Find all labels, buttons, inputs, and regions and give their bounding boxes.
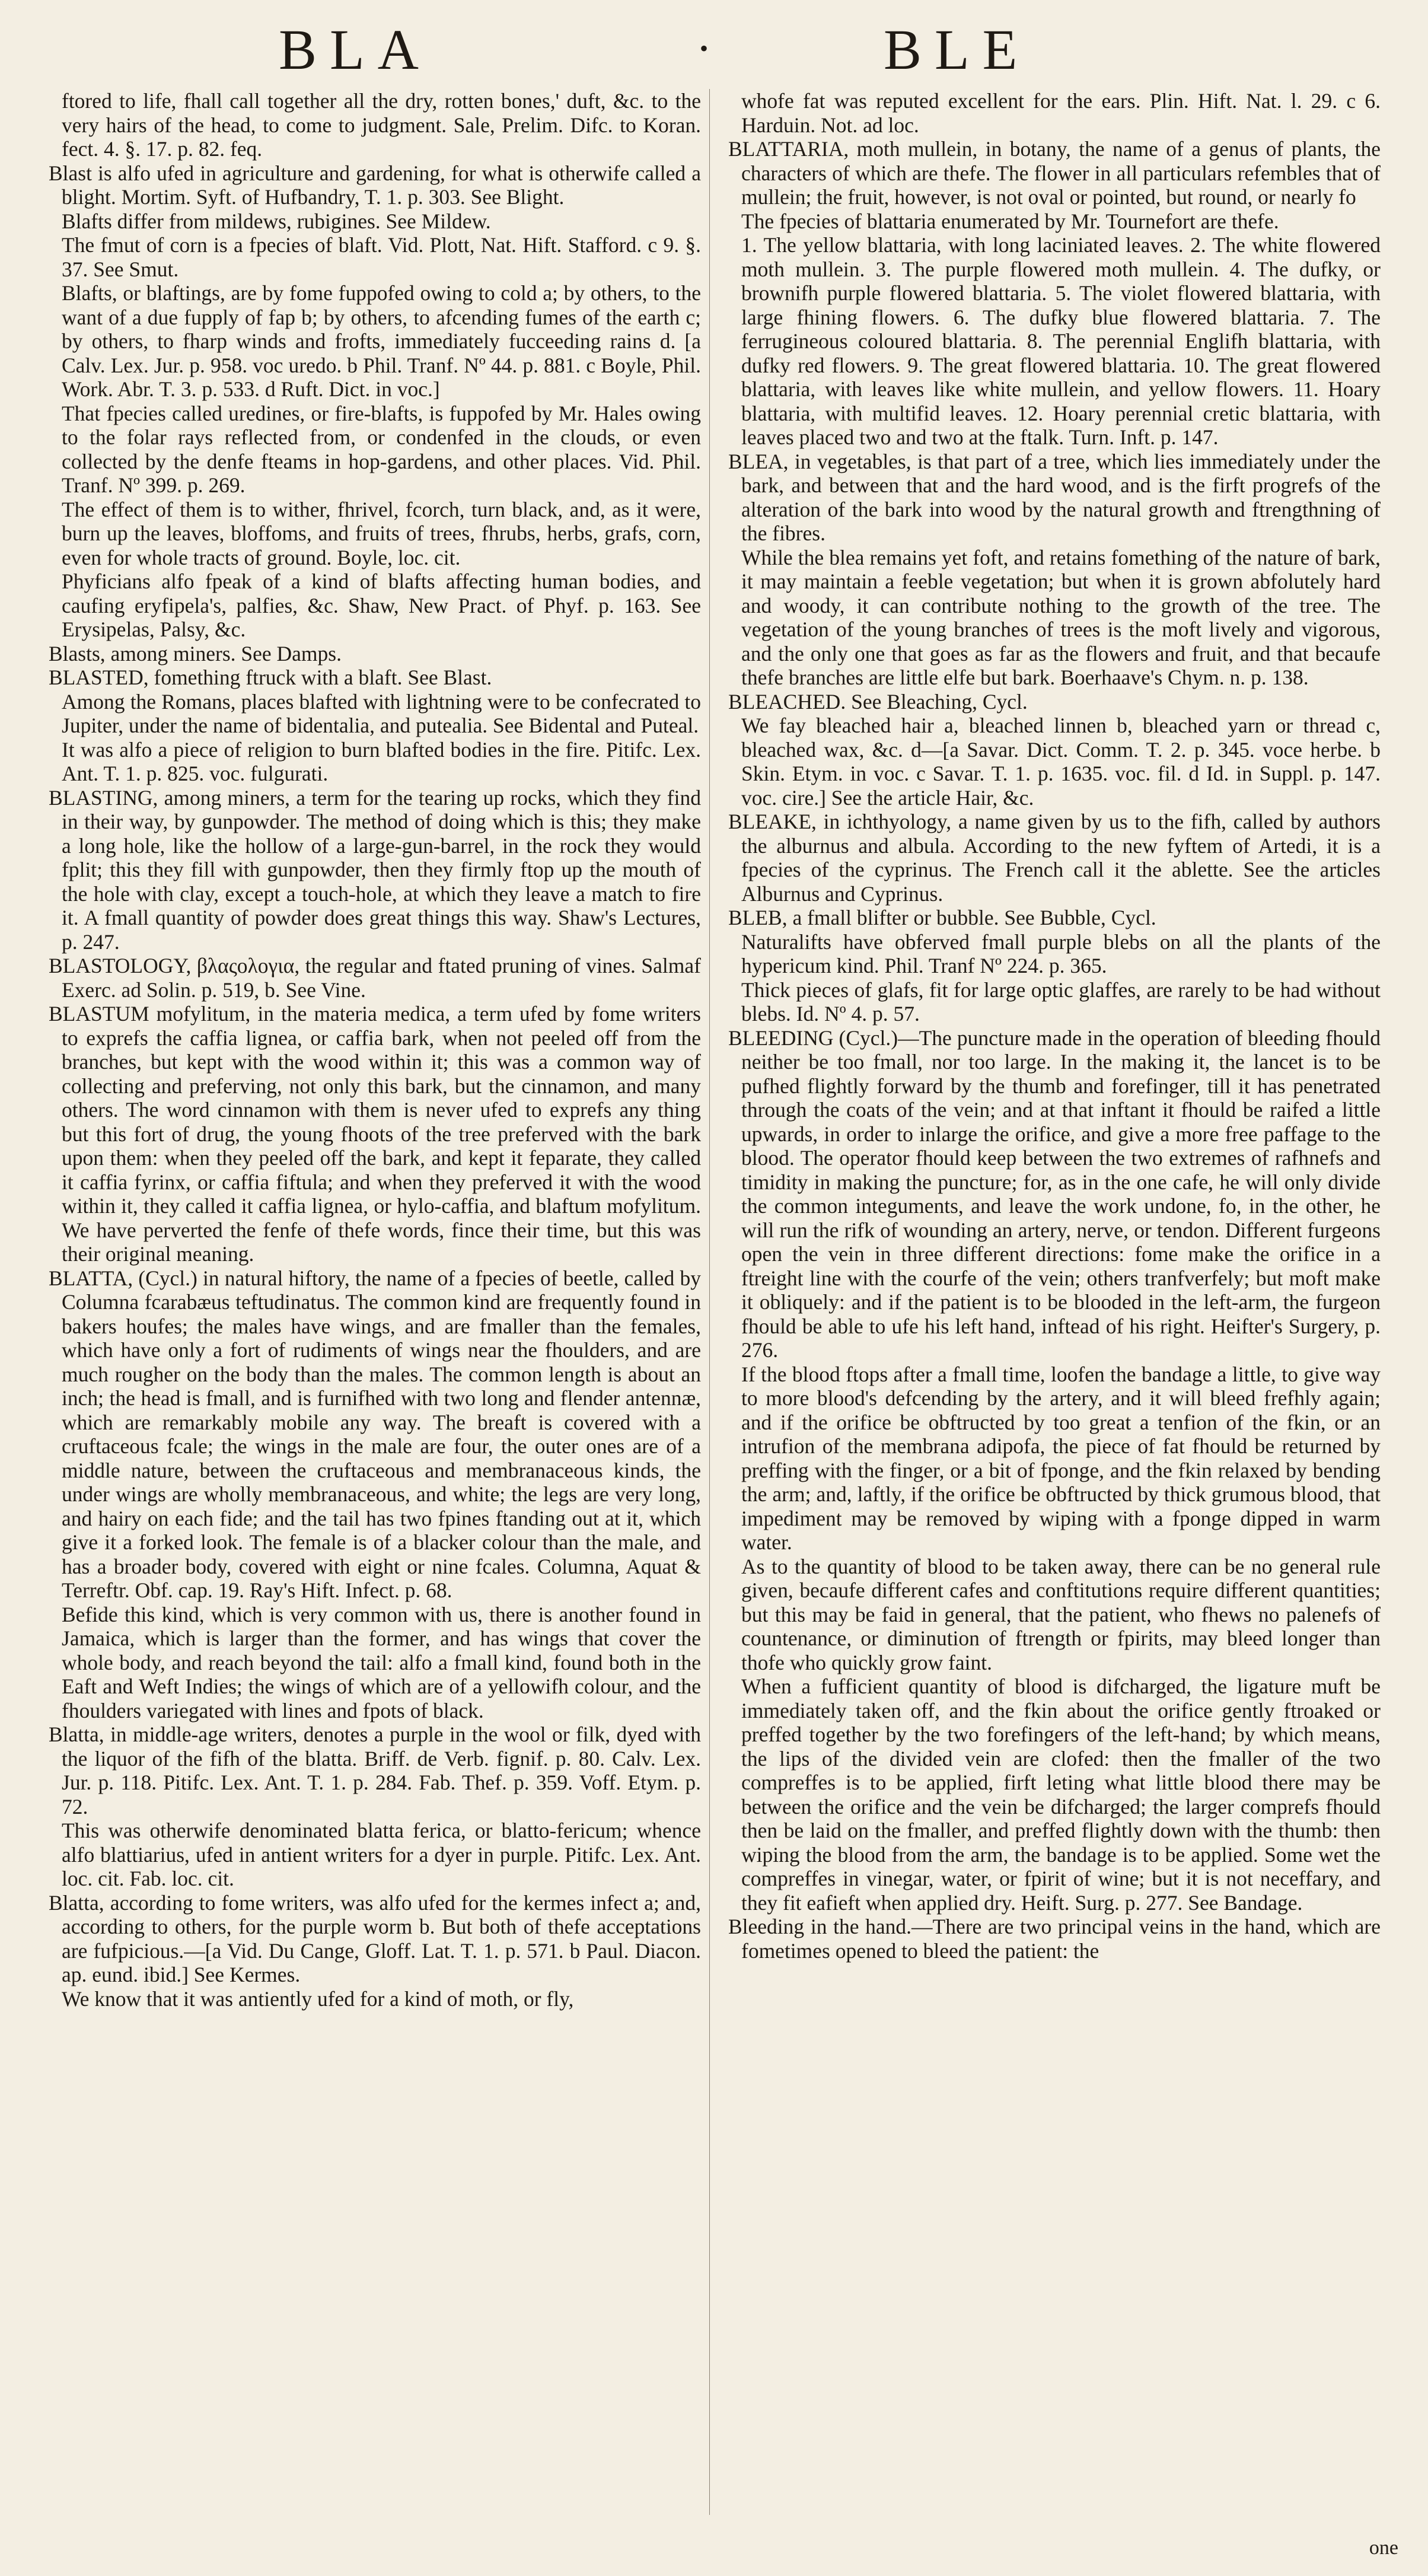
dictionary-entry: BLASTING, among miners, a term for the tearing up rocks, which they find in their way, by gunpowder. The method of doing which is this; they make a long hole, like the hollow of a large-gun-barrel, in the rock they would fplit; this they fill with gunpowder, then they firmly ftop up the mouth of the hole with clay, except a touch-hole, at which they leave a match to fire it. A fmall quantity of powder does great things this way. Shaw's Lectures, p. 247. — [49, 785, 701, 954]
dictionary-entry: BLEB, a fmall blifter or bubble. See Bubble, Cycl. — [728, 906, 1156, 929]
entry-paragraph: The effect of them is to wither, fhrivel, fcorch, turn black, and, as it were, burn up the leaves, bloffoms, and fruits of trees, fhrubs, herbs, grafs, corn, even for whole tracts of ground. Boyle, loc. cit. — [62, 497, 701, 569]
entry-paragraph: Phyficians alfo fpeak of a kind of blafts affecting human bodies, and caufing eryfipela's, palfies, &c. Shaw, New Pract. of Phyf. p. 163. See Erysipelas, Palsy, &c. — [62, 569, 701, 641]
entry-paragraph: The fmut of corn is a fpecies of blaft. Vid. Plott, Nat. Hift. Stafford. c 9. §. 37. See Smut. — [62, 233, 701, 281]
entry-paragraph: When a fufficient quantity of blood is difcharged, the ligature muft be immediately taken off, and the fkin about the orifice gently ftroaked or preffed together by the two forefingers of the left-hand; by which means, the lips of the divided vein are clofed: then the fmaller of the two compreffes is to be applied, firft leting what little blood there may be between the orifice and the vein be difcharged; the larger comprefs fhould then be laid on the fmaller, and preffed flightly down with the thumb: then wiping the blood from the arm, the bandage is to be applied. Some wet the compreffes in vinegar, water, or fpirit of wine; but it is not neceffary, and they fit eafieft when applied dry. Heift. Surg. p. 277. See Bandage. — [741, 1674, 1381, 1915]
entry-paragraph: Blafts differ from mildews, rubigines. See Mildew. — [62, 209, 491, 233]
dictionary-entry: Bleeding in the hand.—There are two principal veins in the hand, which are fometimes opened to bleed the patient: the — [728, 1915, 1381, 1963]
entry-paragraph: This was otherwife denominated blatta ferica, or blatto-fericum; whence alfo blattiarius, ufed in antient writers for a dyer in purple. Pitifc. Lex. Ant. loc. cit. Fab. loc. cit. — [62, 1819, 701, 1890]
dictionary-entry: Blatta, in middle-age writers, denotes a purple in the wool or filk, dyed with the liquor of the fifh of the blatta. Briff. de Verb. fignif. p. 80. Calv. Lex. Jur. p. 118. Pitifc. Lex. Ant. T. 1. p. 284. Fab. Thef. p. 359. Voff. Etym. p. 72. — [49, 1722, 701, 1819]
entry-paragraph: Among the Romans, places blafted with lightning were to be confecrated to Jupiter, under the name of bidentalia, and putealia. See Bidental and Puteal. — [62, 689, 701, 737]
catchword: one — [1369, 2537, 1398, 2559]
dictionary-entry: Blasts, among miners. See Damps. — [49, 641, 342, 666]
column-divider — [709, 89, 710, 2515]
entry-paragraph: We know that it was antiently ufed for a kind of moth, or fly, — [62, 1986, 574, 2011]
header-right: BLE — [884, 18, 1031, 81]
entry-paragraph: 1. The yellow blattaria, with long laciniated leaves. 2. The white flowered moth mullein. 3. The purple flowered moth mullein. 4. The dufky, or brownifh purple flowered blattaria. 5. The violet flowered blattaria, with large fhining flowers. 6. The dufky blue flowered blattaria. 7. The ferrugineous coloured blattaria. 8. The perennial Englifh blattaria, with dufky red flowers. 9. The great flowered blattaria. 10. The great flowered blattaria, with leaves like white mullein, and yellow flowers. 11. Hoary blattaria, with multifid leaves. 12. Hoary perennial cretic blattaria, with leaves placed two and two at the ftalk. Turn. Inft. p. 147. — [741, 233, 1381, 449]
header-ornament: • — [700, 35, 709, 62]
dictionary-entry: BLASTUM mofylitum, in the materia medica, a term ufed by fome writers to exprefs the caffia lignea, or caffia bark, when not peeled off from the branches, but kept with the wood within it; this was a common way of collecting and preferving, not only this bark, but the cinnamon, and many others. The word cinnamon with them is never ufed to exprefs any thing but this fort of drug, the young fhoots of the tree preferved with the bark upon them: when they peeled off the bark, and kept it feparate, they called it caffia fyrinx, or caffia fiftula; and when they preferved it with the wood within it, they called it caffia lignea, or hylo-caffia, and blaftum mofylitum. We have perverted the fenfe of thefe words, fince their time, but this was their original meaning. — [49, 1002, 701, 1266]
entry-paragraph: Blafts, or blaftings, are by fome fuppofed owing to cold a; by others, to the want of a due fupply of fap b; by others, to afcending fumes of the earth c; by others, to fharp winds and frofts, immediately fucceeding rains d. [a Calv. Lex. Jur. p. 958. voc uredo. b Phil. Tranf. Nº 44. p. 881. c Boyle, Phil. Work. Abr. T. 3. p. 533. d Ruft. Dict. in voc.] — [62, 281, 701, 401]
entry-paragraph: Befide this kind, which is very common with us, there is another found in Jamaica, which is larger than the former, and has wings that cover the whole body, and reach beyond the tail: alfo a fmall kind, found both in the Eaft and Weft Indies; the wings of which are of a yellowifh colour, and the fhoulders variegated with lines and fpots of black. — [62, 1602, 701, 1722]
entry-paragraph: Naturalifts have obferved fmall purple blebs on all the plants of the hypericum kind. Phil. Tranf Nº 224. p. 365. — [741, 929, 1381, 977]
entry-paragraph: While the blea remains yet foft, and retains fomething of the nature of bark, it may maintain a feeble vegetation; but when it is grown abfolutely hard and woody, it can contribute nothing to the growth of the tree. The vegetation of the young branches of trees is the moft lively and vigorous, and the only one that goes as far as the flowers and fruit, and that becaufe thefe branches are little elfe but bark. Boerhaave's Chym. n. p. 138. — [741, 545, 1381, 689]
dictionary-entry: BLEACHED. See Bleaching, Cycl. — [728, 689, 1028, 714]
dictionary-entry: BLEEDING (Cycl.)—The puncture made in the operation of bleeding fhould neither be too fmall, nor too large. In the making it, the lancet is to be pufhed flightly forward by the thumb and forefinger, till it has penetrated through the coats of the vein; and at that inftant it fhould be raifed a little upwards, in order to inlarge the orifice, and give a more free paffage to the blood. The operator fhould keep between the two extremes of rafhnefs and timidity in making the puncture; for, as in the one cafe, he will only divide the common integuments, and leave the work undone, fo, in the other, he will run the rifk of wounding an artery, nerve, or tendon. Different furgeons open the vein in three different directions: fome make the orifice in a ftreight line with the courfe of the vein; others tranfverfely; but moft make it obliquely: and if the patient is to be blooded in the left-arm, the furgeon fhould be able to ufe his left hand, inftead of his right. Heifter's Surgery, p. 276. — [728, 1026, 1381, 1362]
entry-paragraph: If the blood ftops after a fmall time, loofen the bandage a little, to give way to more blood's defcending by the artery, and it will bleed frefhly again; and if the orifice be obftructed by too great a tenfion of the fkin, or an intrufion of the membrana adipofa, the piece of fat fhould be returned by preffing with the finger, or a bit of fponge, and the fkin relaxed by bending the arm; and, laftly, if the orifice be obftructed by thick grumous blood, that impediment may be removed by wiping with a fponge dipped in warm water. — [741, 1362, 1381, 1554]
left-column — [49, 89, 701, 2545]
dictionary-entry: BLEA, in vegetables, is that part of a tree, which lies immediately under the bark, and between that and the hard wood, and is the firft progrefs of the alteration of the bark into wood by the natural growth and ftrengthning of the fibres. — [728, 449, 1381, 545]
dictionary-entry: BLASTOLOGY, βλαςολογια, the regular and ftated pruning of vines. Salmaf Exerc. ad Solin. p. 519, b. See Vine. — [49, 954, 701, 1002]
dictionary-entry: BLATTA, (Cycl.) in natural hiftory, the name of a fpecies of beetle, called by Columna fcarabæus teftudinatus. The common kind are frequently found in bakers houfes; the males have wings, and are fmaller than the females, which have only a fort of rudiments of wings near the fhoulders, and are much rougher on the body than the males. The common length is about an inch; the head is fmall, and is furnifhed with two long and flender antennæ, which are remarkably mobile any way. The breaft is covered with a cruftaceous fcale; the wings in the male are four, the outer ones are of a middle nature, between the cruftaceous and membranaceous kinds, the under wings are wholly membranaceous, and white; the legs are very long, and hairy on each fide; and the tail has two fpines ftanding out at it, which give it a forked look. The female is of a blacker colour than the male, and has a broader body, covered with eight or nine fcales. Columna, Aquat & Terreftr. Obf. cap. 19. Ray's Hift. Infect. p. 68. — [49, 1266, 701, 1602]
entry-paragraph: Thick pieces of glafs, fit for large optic glaffes, are rarely to be had without blebs. Id. Nº 4. p. 57. — [741, 977, 1381, 1026]
entry-paragraph: As to the quantity of blood to be taken away, there can be no general rule given, becaufe different cafes and conftitutions require different quantities; but this may be faid in general, that the patient, who fhews no palenefs of countenance, or diminution of ftrength or fpirits, may bleed longer than thofe who quickly grow faint. — [741, 1554, 1381, 1674]
dictionary-entry: BLEAKE, in ichthyology, a name given by us to the fifh, called by authors the alburnus and albula. According to the new fyftem of Artedi, it is a fpecies of the cyprinus. The French call it the ablette. See the articles Alburnus and Cyprinus. — [728, 810, 1381, 906]
dictionary-entry: Blatta, according to fome writers, was alfo ufed for the kermes infect a; and, according to others, for the purple worm b. But both of thefe acceptations are fufpicious.—[a Vid. Du Cange, Gloff. Lat. T. 1. p. 571. b Paul. Diacon. ap. eund. ibid.] See Kermes. — [49, 1890, 701, 1986]
dictionary-entry: BLATTARIA, moth mullein, in botany, the name of a genus of plants, the characters of which are thefe. The flower in all particulars refembles that of mullein; the fruit, however, is not oval or pointed, but round, or nearly fo — [728, 137, 1381, 209]
entry-paragraph: ftored to life, fhall call together all the dry, rotten bones,' duft, &c. to the very hairs of the head, to come to judgment. Sale, Prelim. Difc. to Koran. fect. 4. §. 17. p. 82. feq. — [62, 89, 701, 161]
entry-paragraph: It was alfo a piece of religion to burn blafted bodies in the fire. Pitifc. Lex. Ant. T. 1. p. 825. voc. fulgurati. — [62, 737, 701, 785]
entry-paragraph: The fpecies of blattaria enumerated by Mr. Tournefort are thefe. — [741, 209, 1279, 233]
dictionary-entry: Blast is alfo ufed in agriculture and gardening, for what is otherwife called a blight. Mortim. Syft. of Hufbandry, T. 1. p. 303. See Blight. — [49, 161, 701, 209]
entry-paragraph: whofe fat was reputed excellent for the ears. Plin. Hift. Nat. l. 29. c 6. Harduin. Not. ad loc. — [741, 89, 1381, 137]
right-column — [728, 89, 1381, 2545]
entry-paragraph: We fay bleached hair a, bleached linnen b, bleached yarn or thread c, bleached wax, &c. d—[a Savar. Dict. Comm. T. 2. p. 345. voce herbe. b Skin. Etym. in voc. c Savar. T. 1. p. 1635. voc. fil. d Id. in Suppl. p. 147. voc. cire.] See the article Hair, &c. — [741, 714, 1381, 810]
dictionary-entry: BLASTED, fomething ftruck with a blaft. See Blast. — [49, 666, 492, 689]
header-left: BLA — [279, 18, 432, 81]
entry-paragraph: That fpecies called uredines, or fire-blafts, is fuppofed by Mr. Hales owing to the folar rays reflected from, or condenfed in the clouds, or even collected by the denfe fteams in hop-gardens, and other places. Vid. Phil. Tranf. Nº 399. p. 269. — [62, 401, 701, 497]
